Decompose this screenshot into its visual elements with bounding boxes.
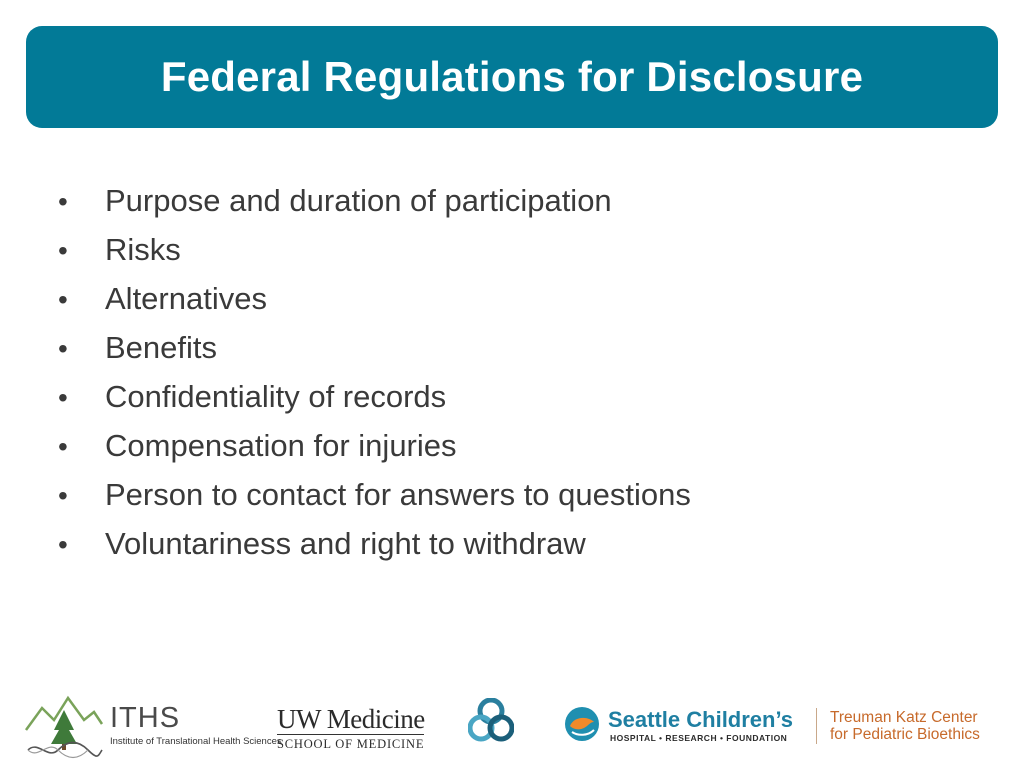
- iths-subtitle: Institute of Translational Health Sciences: [110, 736, 282, 747]
- uw-medicine-subtitle: SCHOOL OF MEDICINE: [277, 737, 425, 751]
- bullet-marker: •: [58, 235, 68, 266]
- list-item: [58, 183, 691, 232]
- bullet-marker: •: [58, 431, 68, 462]
- list-item: [58, 428, 691, 477]
- list-item: [58, 526, 691, 575]
- list-item: [58, 330, 691, 379]
- seattle-childrens-logo-text: Seattle Children’s: [608, 707, 794, 732]
- bullet-marker: •: [58, 186, 68, 217]
- uw-divider: [277, 734, 424, 735]
- logo-divider: [816, 708, 817, 744]
- list-item: [58, 379, 691, 428]
- list-item-text: Compensation for injuries: [105, 428, 457, 463]
- list-item-text: Benefits: [105, 330, 218, 365]
- treuman-katz-line1: Treuman Katz Center: [830, 709, 978, 726]
- bullet-marker: •: [58, 529, 68, 560]
- uw-medicine-logo-text: UW Medicine: [277, 704, 425, 734]
- iths-mountain-tree-icon: [24, 690, 104, 760]
- footer-logos: [0, 680, 1024, 768]
- title-banner: [26, 26, 998, 128]
- list-item-text: Alternatives: [105, 281, 267, 316]
- knot-icon: [468, 698, 514, 744]
- bullet-marker: •: [58, 284, 68, 315]
- list-item-text: Purpose and duration of participation: [105, 183, 612, 218]
- treuman-katz-line2: for Pediatric Bioethics: [830, 726, 980, 743]
- slide-title: Federal Regulations for Disclosure: [160, 53, 864, 100]
- list-item: [58, 477, 691, 526]
- whale-icon: [562, 706, 602, 742]
- list-item: [58, 232, 691, 281]
- list-item-text: Confidentiality of records: [105, 379, 447, 414]
- list-item-text: Voluntariness and right to withdraw: [105, 526, 586, 561]
- list-item-text: Person to contact for answers to questions: [105, 477, 691, 512]
- iths-logo-text: ITHS: [110, 702, 181, 734]
- list-item: [58, 281, 691, 330]
- bullet-marker: •: [58, 382, 68, 413]
- bullet-marker: •: [58, 480, 68, 511]
- list-item-text: Risks: [105, 232, 181, 267]
- bullet-marker: •: [58, 333, 68, 364]
- bullet-list: [58, 183, 691, 575]
- seattle-childrens-subtitle: HOSPITAL • RESEARCH • FOUNDATION: [610, 733, 788, 743]
